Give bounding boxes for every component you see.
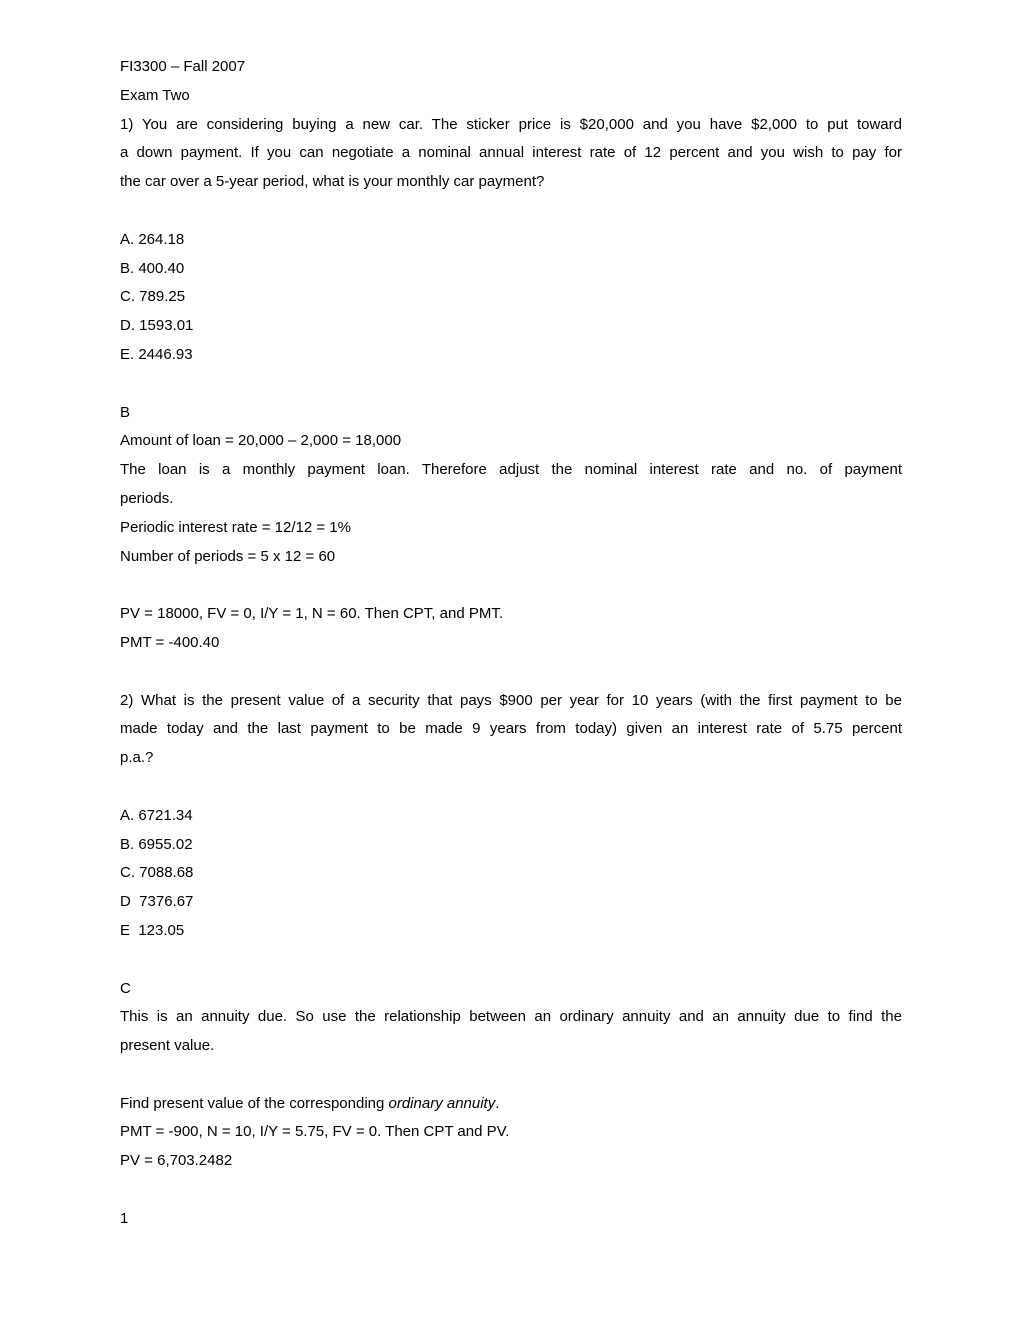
question-2-solution-calculator: PMT = -900, N = 10, I/Y = 5.75, FV = 0. Then CPT and PV.	[120, 1123, 510, 1141]
question-2-choice-c: C. 7088.68	[120, 864, 194, 882]
question-2-answer-letter: C	[120, 979, 131, 997]
question-1-choice-a: A. 264.18	[120, 230, 185, 248]
question-1-answer-letter: B	[120, 403, 131, 421]
question-1-text-line-3: the car over a 5-year period, what is your monthly car payment?	[120, 173, 545, 191]
question-2-solution-para-line-2: present value.	[120, 1037, 215, 1055]
question-1-solution-para-line-2: periods.	[120, 489, 174, 507]
page-number: 1	[120, 1209, 129, 1227]
question-1-solution-periodic-rate: Periodic interest rate = 12/12 = 1%	[120, 518, 351, 536]
blank-line	[120, 773, 902, 802]
question-1-choice-b: B. 400.40	[120, 259, 185, 277]
question-1-text-line-2: a down payment. If you can negotiate a nominal annual interest rate of 12 percent and you wish to pay for	[120, 144, 902, 162]
blank-line	[120, 946, 902, 975]
document-content	[120, 53, 902, 1234]
question-2-text-line-1: 2) What is the present value of a security that pays $900 per year for 10 years (with the first payment to be	[120, 691, 902, 709]
course-header: FI3300 – Fall 2007	[120, 58, 246, 75]
question-2-text-line-2: made today and the last payment to be made 9 years from today) given an interest rate of 5.75 percent	[120, 720, 902, 738]
question-2-choice-e: E 123.05	[120, 921, 185, 939]
blank-line	[120, 571, 902, 600]
question-2-solution-find-italic: ordinary annuity	[388, 1094, 496, 1112]
question-1-solution-num-periods: Number of periods = 5 x 12 = 60	[120, 547, 336, 565]
question-2-solution-result: PV = 6,703.2482	[120, 1152, 233, 1170]
question-1-solution-amount: Amount of loan = 20,000 – 2,000 = 18,000	[120, 432, 402, 450]
question-2-choice-b: B. 6955.02	[120, 835, 193, 853]
question-2-solution-para-line-1: This is an annuity due. So use the relationship between an ordinary annuity and an annuity due to find the	[120, 1008, 902, 1026]
blank-line	[120, 1061, 902, 1090]
blank-line	[120, 1176, 902, 1205]
blank-line	[120, 370, 902, 399]
blank-line	[120, 658, 902, 687]
question-2-solution-find-pre: Find present value of the corresponding	[120, 1094, 389, 1112]
question-2-solution-find-post: .	[495, 1094, 500, 1112]
question-1-choice-c: C. 789.25	[120, 288, 186, 306]
question-2-text-line-3: p.a.?	[120, 749, 154, 767]
question-1-choice-d: D. 1593.01	[120, 317, 194, 335]
question-2-choice-a: A. 6721.34	[120, 806, 193, 824]
question-1-solution-para-line-1: The loan is a monthly payment loan. Therefore adjust the nominal interest rate and no. of payment	[120, 461, 902, 479]
question-2-choice-d: D 7376.67	[120, 893, 194, 911]
question-2-solution-find-line	[120, 1090, 902, 1119]
blank-line	[120, 197, 902, 226]
question-1-choice-e: E. 2446.93	[120, 345, 193, 363]
question-1-solution-result: PMT = -400.40	[120, 633, 220, 651]
exam-title: Exam Two	[120, 86, 190, 104]
question-1-text-line-1: 1) You are considering buying a new car. The sticker price is $20,000 and you have $2,000 to put toward	[120, 115, 902, 133]
question-1-solution-calculator: PV = 18000, FV = 0, I/Y = 1, N = 60. Then CPT, and PMT.	[120, 605, 503, 623]
